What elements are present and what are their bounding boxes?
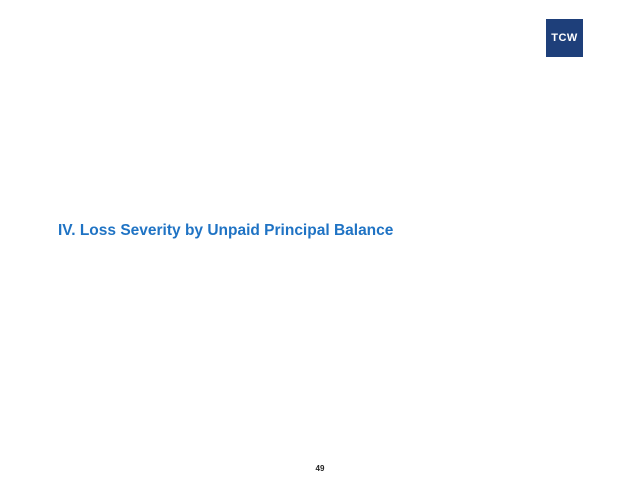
logo-text: TCW [551,31,578,44]
page-number: 49 [315,464,325,473]
tcw-logo [546,19,583,57]
section-title: IV. Loss Severity by Unpaid Principal Balance [58,222,394,239]
